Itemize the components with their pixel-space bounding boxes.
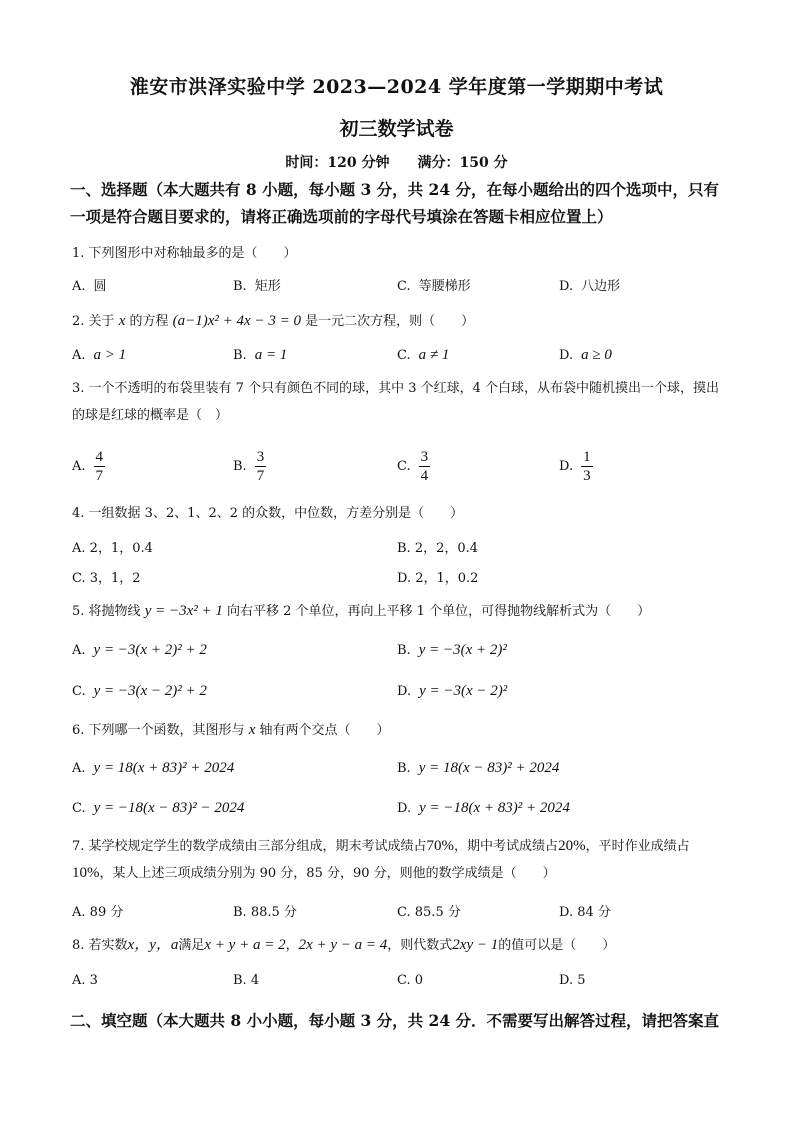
question-8-stem bbox=[72, 932, 728, 959]
option-label: B. bbox=[397, 761, 411, 776]
q5-equation: y = −3x² + 1 bbox=[144, 603, 223, 619]
q3-option-b bbox=[233, 448, 266, 485]
option-text: 3 bbox=[89, 973, 98, 988]
fraction bbox=[94, 448, 106, 485]
option-text: y = 18(x − 83)² + 2024 bbox=[418, 760, 560, 776]
q2-var: x bbox=[118, 313, 126, 329]
q2-equation: (a−1)x² + 4x − 3 = 0 bbox=[172, 313, 301, 329]
option-text: a ≠ 1 bbox=[418, 347, 450, 363]
option-label: A. bbox=[72, 761, 86, 776]
q2-option-a bbox=[72, 347, 126, 364]
q8-stem-prefix: 8. 若实数 bbox=[72, 938, 128, 953]
q7-option-c bbox=[397, 901, 461, 920]
q5-stem-suffix: 向右平移 2 个单位，再向上平移 1 个单位，可得抛物线解析式为（ ） bbox=[227, 604, 651, 619]
fraction-denominator: 4 bbox=[420, 468, 429, 484]
option-label: C. bbox=[397, 279, 411, 294]
q5-option-b bbox=[397, 642, 507, 659]
q8-equation-1: x + y + a = 2 bbox=[204, 937, 286, 953]
option-text: a > 1 bbox=[93, 347, 127, 363]
option-label: C. bbox=[72, 801, 86, 816]
q4-option-d bbox=[397, 567, 478, 586]
question-3-stem: 3. 一个不透明的布袋里装有 7 个只有颜色不同的球，其中 3 个红球，4 个白球，从布袋中随机摸出一个球，摸出的球是红球的概率是（ ） bbox=[72, 381, 720, 423]
fraction bbox=[581, 448, 593, 485]
fraction-numerator: 3 bbox=[256, 449, 265, 465]
option-label: A. bbox=[72, 643, 86, 658]
option-label: B. bbox=[233, 459, 247, 474]
q7-option-b bbox=[233, 901, 297, 920]
option-text: y = −18(x + 83)² + 2024 bbox=[419, 800, 570, 816]
option-text: 84 分 bbox=[577, 905, 611, 920]
option-label: C. bbox=[72, 684, 86, 699]
q7-stem-c: ，平时作业成绩占 bbox=[585, 839, 690, 854]
q1-option-a bbox=[72, 275, 107, 294]
question-7-stem bbox=[72, 833, 728, 887]
q7-stem-d: ，某人上述三项成绩分别为 90 分，85 分，90 分，则他的数学成绩是（ ） bbox=[99, 866, 556, 881]
q8-stem-suffix: 的值可以是（ ） bbox=[498, 938, 616, 953]
q6-option-a bbox=[72, 760, 234, 777]
q2-option-d bbox=[559, 347, 612, 364]
q8-option-b bbox=[233, 973, 259, 988]
option-text: a = 1 bbox=[254, 347, 288, 363]
option-label: C. bbox=[397, 905, 411, 920]
fraction bbox=[255, 448, 267, 485]
q1-option-b bbox=[233, 275, 281, 294]
option-text: 89 分 bbox=[89, 905, 124, 920]
section2-heading: 二、填空题（本大题共 8 小小题，每小题 3 分，共 24 分．不需要写出解答过程，请把答案直 bbox=[70, 1011, 720, 1030]
q2-stem-prefix: 2. 关于 bbox=[72, 314, 115, 329]
option-label: A. bbox=[72, 348, 86, 363]
q7-option-a bbox=[72, 901, 123, 920]
q6-stem-suffix: 轴有两个交点（ ） bbox=[259, 723, 390, 738]
q8-stem-mid2: ，则代数式 bbox=[387, 938, 453, 953]
fraction-numerator: 1 bbox=[583, 449, 591, 465]
question-2-stem bbox=[72, 308, 728, 335]
q6-stem-prefix: 6. 下列哪一个函数，其图形与 bbox=[72, 723, 245, 738]
option-label: A. bbox=[72, 973, 86, 988]
q8-option-d bbox=[559, 973, 586, 988]
fraction-denominator: 7 bbox=[256, 468, 265, 484]
option-label: A. bbox=[72, 459, 86, 474]
option-text: 0 bbox=[414, 973, 424, 988]
option-label: D. bbox=[559, 973, 574, 988]
question-4-stem: 4. 一组数据 3、2、1、2、2 的众数，中位数，方差分别是（ ） bbox=[72, 506, 464, 521]
q8-stem-mid: 满足 bbox=[178, 938, 205, 953]
option-text: 圆 bbox=[93, 279, 107, 294]
section1-heading: 一、选择题（本大题共有 8 小题，每小题 3 分，共 24 分，在每小题给出的四个选项中，只有一项是符合题目要求的，请将正确选项前的字母代号填涂在答题卡相应位置上） bbox=[70, 180, 720, 226]
option-label: D. bbox=[559, 459, 574, 474]
q8-expression: 2xy − 1 bbox=[452, 937, 499, 953]
option-label: D. bbox=[397, 684, 412, 699]
q3-option-c bbox=[397, 448, 430, 485]
q8-equation-2: 2x + y − a = 4 bbox=[298, 937, 388, 953]
option-text: 5 bbox=[577, 973, 586, 988]
option-text: y = −3(x + 2)² + 2 bbox=[93, 642, 207, 658]
q8-separator: ， bbox=[285, 938, 299, 953]
option-text: 88.5 分 bbox=[250, 905, 297, 920]
option-label: D. bbox=[397, 801, 412, 816]
option-label: D. bbox=[559, 905, 574, 920]
q5-stem-prefix: 5. 将抛物线 bbox=[72, 604, 141, 619]
q7-percent-midterm: 20% bbox=[558, 838, 586, 854]
q1-option-d bbox=[559, 275, 620, 294]
q6-option-c bbox=[72, 800, 244, 817]
q8-option-a bbox=[72, 973, 98, 988]
q5-option-d bbox=[397, 683, 507, 700]
q7-stem-a: 7. 某学校规定学生的数学成绩由三部分组成，期末考试成绩占 bbox=[72, 839, 427, 854]
q2-stem-suffix: 是一元二次方程，则（ ） bbox=[305, 314, 475, 329]
option-label: D. bbox=[559, 348, 574, 363]
question-5-stem bbox=[72, 598, 728, 625]
exam-title: 淮安市洪泽实验中学 2023—2024 学年度第一学期期中考试 bbox=[129, 76, 664, 98]
fraction-numerator: 4 bbox=[95, 449, 104, 465]
option-label: B. bbox=[233, 905, 247, 920]
exam-subtitle: 初三数学试卷 bbox=[339, 118, 454, 140]
q7-option-d bbox=[559, 901, 611, 920]
option-text: 85.5 分 bbox=[414, 905, 461, 920]
q8-vars: x，y，a bbox=[127, 937, 179, 953]
q6-var: x bbox=[248, 722, 256, 738]
option-text: y = −3(x − 2)² + 2 bbox=[93, 683, 207, 699]
fraction bbox=[419, 448, 431, 485]
option-label: C. bbox=[72, 571, 86, 586]
option-label: B. bbox=[397, 541, 411, 556]
option-text: y = 18(x + 83)² + 2024 bbox=[93, 760, 235, 776]
option-label: A. bbox=[72, 279, 86, 294]
q7-percent-homework: 10% bbox=[72, 865, 100, 881]
option-label: C. bbox=[397, 348, 411, 363]
option-label: A. bbox=[72, 905, 86, 920]
option-label: B. bbox=[233, 348, 247, 363]
option-text: y = −3(x − 2)² bbox=[419, 683, 508, 699]
option-label: C. bbox=[397, 459, 411, 474]
question-1-stem: 1. 下列图形中对称轴最多的是（ ） bbox=[72, 246, 297, 261]
option-label: B. bbox=[233, 973, 247, 988]
q6-option-d bbox=[397, 800, 570, 817]
question-6-stem bbox=[72, 717, 728, 744]
option-text: 2，2，0.4 bbox=[414, 541, 479, 556]
option-label: B. bbox=[233, 279, 247, 294]
q5-option-a bbox=[72, 642, 207, 659]
q3-option-d bbox=[559, 448, 593, 485]
fraction-numerator: 3 bbox=[420, 449, 429, 465]
exam-info: 时间：120 分钟 满分：150 分 bbox=[285, 155, 508, 171]
option-label: A. bbox=[72, 541, 86, 556]
fraction-denominator: 3 bbox=[583, 468, 591, 484]
option-label: D. bbox=[397, 571, 412, 586]
q2-stem-mid: 的方程 bbox=[129, 314, 169, 329]
option-text: y = −3(x + 2)² bbox=[418, 642, 507, 658]
option-label: D. bbox=[559, 279, 574, 294]
option-text: 矩形 bbox=[254, 279, 281, 294]
option-text: a ≥ 0 bbox=[581, 347, 612, 363]
option-label: B. bbox=[397, 643, 411, 658]
option-text: y = −18(x − 83)² − 2024 bbox=[93, 800, 245, 816]
q5-option-c bbox=[72, 683, 207, 700]
option-text: 4 bbox=[250, 973, 260, 988]
q6-option-b bbox=[397, 760, 559, 777]
option-text: 3，1，2 bbox=[89, 571, 141, 586]
q1-option-c bbox=[397, 275, 471, 294]
q7-stem-b: ，期中考试成绩占 bbox=[454, 839, 559, 854]
option-text: 等腰梯形 bbox=[418, 279, 471, 294]
q4-option-a bbox=[72, 537, 153, 556]
q2-option-c bbox=[397, 347, 449, 364]
q2-option-b bbox=[233, 347, 287, 364]
option-text: 2，1，0.2 bbox=[415, 571, 479, 586]
q4-option-c bbox=[72, 567, 141, 586]
option-label: C. bbox=[397, 973, 411, 988]
fraction-denominator: 7 bbox=[95, 468, 104, 484]
q8-option-c bbox=[397, 973, 423, 988]
q3-option-a bbox=[72, 448, 105, 485]
option-text: 2，1，0.4 bbox=[89, 541, 153, 556]
q4-option-b bbox=[397, 537, 478, 556]
option-text: 八边形 bbox=[581, 279, 621, 294]
q7-percent-final: 70% bbox=[426, 838, 455, 854]
